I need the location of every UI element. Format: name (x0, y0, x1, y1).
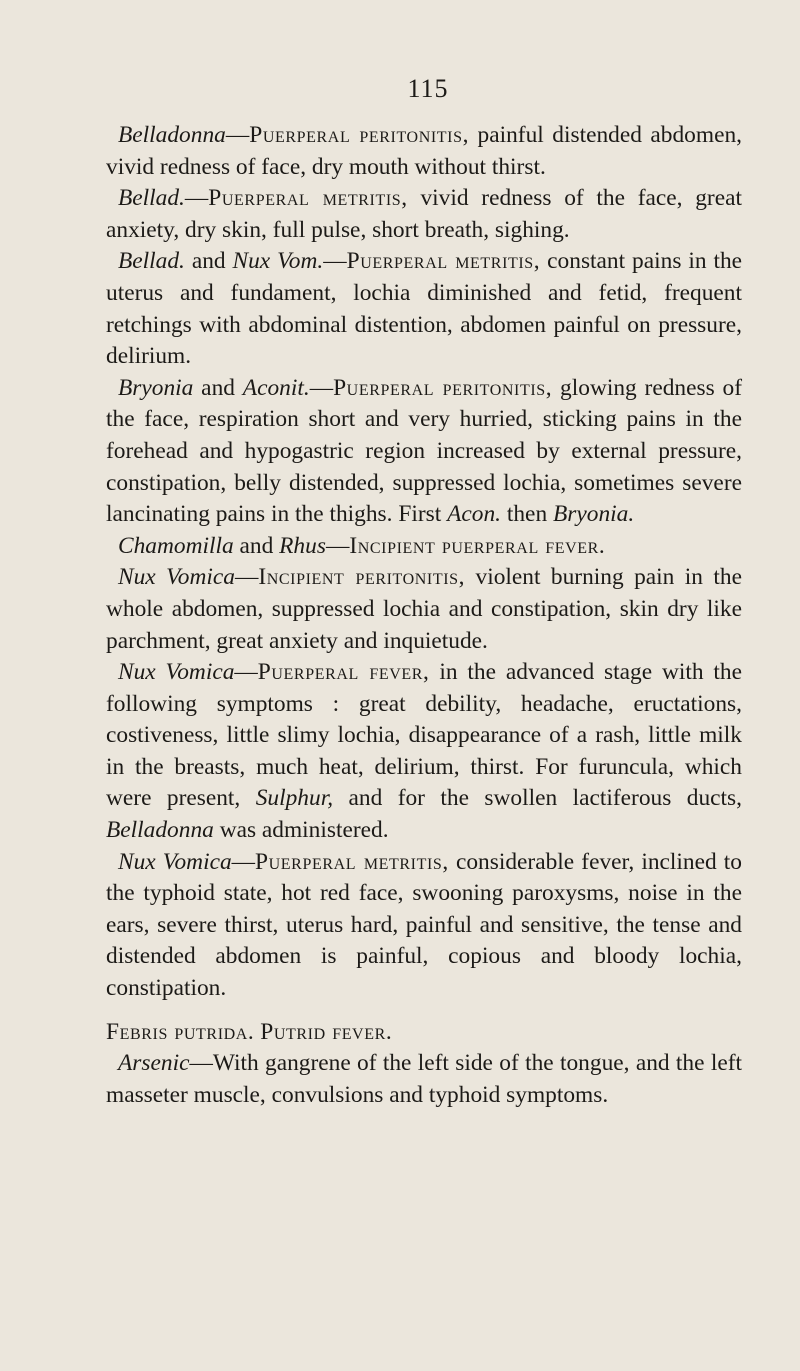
symptoms: considerable fever, inclined to the typhoid state, hot red face, swooning paroxysms, noise in the ears, severe thirst, uterus hard, painful and sensitive, the tense and distended abdomen is painful, copious and bloody lochia, constipation. (106, 848, 742, 1002)
section-heading (106, 1017, 742, 1049)
condition: Puerperal metritis, (208, 185, 408, 212)
remedy-entry: Arsenic—With gangrene of the left side of the tongue, and the left masseter muscle, convulsions and typhoid symptoms. (106, 1050, 742, 1108)
remedy-entry: Nux Vomica—Incipient peritonitis, violent burning pain in the whole abdomen, suppressed lochia and constipation, skin dry like parchment, great anxiety and inquietude. (106, 564, 742, 654)
remedy-name: Nux Vomica (118, 848, 232, 875)
remedy-entry: Nux Vomica—Puerperal fever, in the advanced stage with the following symptoms : great debility, headache, eructations, costiveness, little slimy lochia, disappearance of a rash, little milk in the breasts, much heat, delirium, thirst. For furuncula, which were present, Sulphur, and for the swollen lactiferous ducts, Belladonna was administered. (106, 659, 742, 844)
remedy-entry: Chamomilla and Rhus—Incipient puerperal fever. (118, 532, 606, 559)
condition: Puerperal metritis, (346, 248, 541, 275)
remedy-entry: Bryonia and Aconit.—Puerperal peritonitis, glowing redness of the face, respiration short and very hurried, sticking pains in the forehead and hypogastric region increased by external pressure, constipation, belly distended, suppressed lochia, sometimes severe lancinating pains in the thighs. First Acon. then Bryonia. (106, 374, 743, 528)
remedy-name: Belladonna (118, 122, 226, 148)
remedy-name: Nux Vomica (118, 659, 235, 686)
remedy-ref: Sulphur, (255, 785, 334, 812)
remedy-ref: Belladonna (106, 817, 214, 844)
condition: Puerperal metritis, (255, 848, 449, 875)
remedy-ref: Bryonia. (552, 501, 635, 528)
heading-english: Putrid fever. (260, 1018, 393, 1045)
condition: Incipient peritonitis, (258, 564, 466, 591)
remedy-entry: Bellad.—Puerperal metritis, vivid redness of the face, great anxiety, dry skin, full pulse, short breath, sighing. (106, 185, 742, 243)
remedy-entry: Bellad. and Nux Vom.—Puerperal metritis, constant pains in the uterus and fundament, lochia diminished and fetid, frequent retchings with abdominal distention, abdomen painful on pressure, delirium. (106, 248, 743, 370)
page-number: 115 (407, 74, 449, 103)
symptoms: glowing redness of the face, respiration short and very hurried, sticking pains in the forehead and hypogastric region increased by external pressure, constipation, belly distended, suppressed lochia, sometimes severe lancinating pains in the thighs. First (106, 374, 743, 528)
remedy-name: Bellad. (118, 248, 185, 275)
symptoms: in the advanced stage with the following symptoms : great debility, headache, eructations, costiveness, little slimy lochia, disappearance of a rash, little milk in the breasts, much heat, delirium, thirst. For furuncula, which were present, (106, 659, 742, 812)
remedy-ref: Acon. (447, 501, 502, 528)
remedy-name: Bellad. (118, 185, 185, 212)
remedy-entry: Belladonna—Puerperal peritonitis, painful distended abdomen, vivid redness of face, dry mouth without thirst. (106, 122, 742, 180)
remedy-entry: Nux Vomica—Puerperal metritis, considerable fever, inclined to the typhoid state, hot red face, swooning paroxysms, noise in the ears, severe thirst, uterus hard, painful and sensitive, the tense and distended abdomen is painful, copious and bloody lochia, constipation. (106, 848, 742, 1002)
remedy-name-2: Aconit. (242, 374, 310, 401)
condition: Incipient puerperal fever. (349, 532, 606, 559)
condition: Puerperal peritonitis, (333, 374, 553, 401)
remedy-name: Chamomilla (118, 532, 234, 559)
symptoms: vivid redness of the face, great anxiety, dry skin, full pulse, short breath, sighing. (106, 185, 742, 243)
remedy-name: Bryonia (118, 374, 194, 401)
remedy-name: Arsenic (118, 1050, 190, 1077)
condition: Puerperal fever, (257, 659, 430, 686)
symptoms: painful distended abdomen, vivid redness of face, dry mouth without thirst. (106, 122, 742, 180)
symptoms: constant pains in the uterus and fundament, lochia diminished and fetid, frequent retchings with abdominal distention, abdomen painful on pressure, delirium. (106, 248, 743, 370)
remedy-name-2: Nux Vom. (232, 248, 324, 275)
remedy-name-2: Rhus (279, 532, 326, 559)
symptoms: violent burning pain in the whole abdomen, suppressed lochia and constipation, skin dry like parchment, great anxiety and inquietude. (106, 564, 742, 654)
remedy-name: Nux Vomica (118, 564, 235, 591)
remedy-entries (106, 120, 742, 1111)
condition: Puerperal peritonitis, (249, 122, 470, 148)
heading-latin: Febris putrida. (106, 1018, 255, 1045)
symptoms: With gangrene of the left side of the tongue, and the left masseter muscle, convulsions and typhoid symptoms. (106, 1050, 742, 1108)
